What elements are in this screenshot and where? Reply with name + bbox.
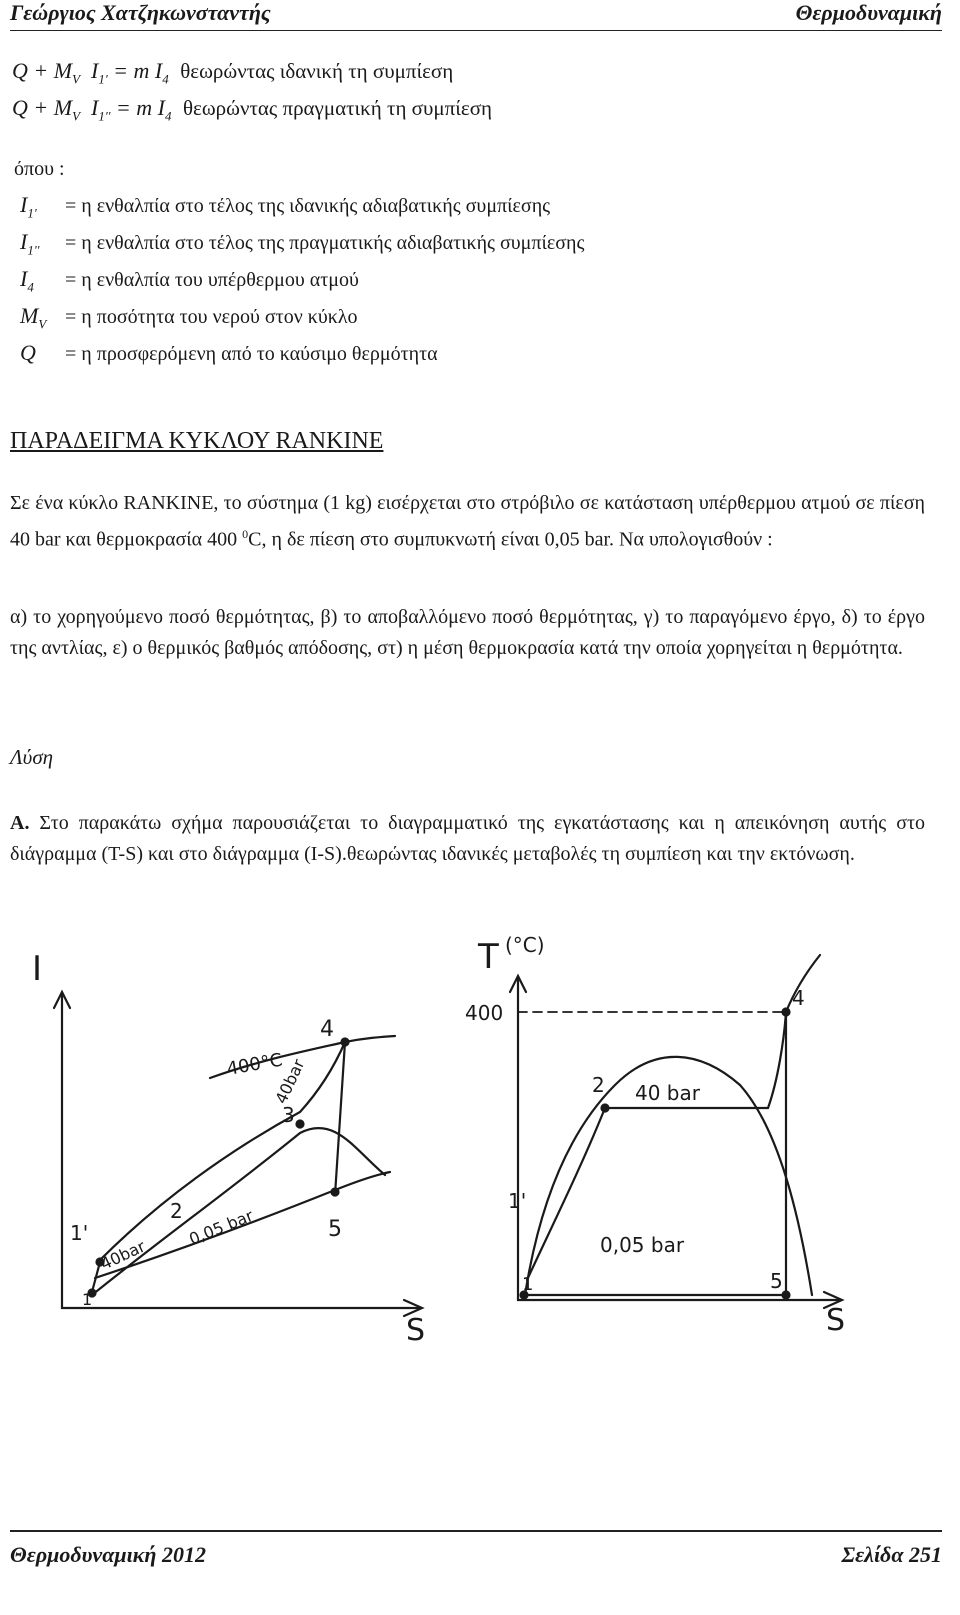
ts-label-1: 1 — [522, 1274, 534, 1295]
is-labels — [32, 949, 425, 1348]
def-symbol: $I_{1''}$ — [20, 229, 40, 258]
eq-text: θεωρώντας ιδανική τη συμπίεση — [180, 59, 454, 83]
def-symbol: Q — [20, 340, 36, 365]
eq-i: I — [91, 95, 99, 120]
def-symbol: $M_V$ — [20, 303, 47, 332]
eq-i-sub: 1' — [98, 71, 108, 87]
ts-x-label: S — [826, 1303, 846, 1338]
ts-point-4 — [783, 1009, 790, 1016]
eq-rhs-sub: 4 — [162, 71, 169, 87]
is-label-2: 2 — [170, 1199, 183, 1223]
is-low-p-label: 0,05 bar — [186, 1205, 256, 1249]
ts-heating-line — [527, 955, 820, 1280]
is-isotherm-label: 400°C — [225, 1049, 284, 1080]
degree-superscript: 0 — [242, 527, 249, 541]
def-text: = η ποσότητα του νερού στον κύκλο — [65, 306, 358, 328]
def-text: = η ενθαλπία του υπέρθερμου ατμού — [65, 269, 359, 291]
solution-a-text: Στο παρακάτω σχήμα παρουσιάζεται το διαγραμματικό της εγκατάστασης και η απεικόνηση αυτής στο διάγραμμα (T-S) και στο διάγραμμα (I-S).θεωρώντας ιδανικές μεταβολές τη συμπίεση και την εκτόνωση. — [10, 812, 926, 865]
solution-a-label: Α. — [10, 812, 30, 834]
is-label-3: 3 — [282, 1103, 295, 1127]
eq-rhs: = m I — [115, 95, 165, 120]
eq-lhs: Q + M — [12, 58, 73, 83]
definition-row — [20, 266, 359, 295]
footer-title: Θερμοδυναμική 2012 — [10, 1542, 206, 1567]
solution-a — [10, 808, 925, 870]
eq-rhs-sub: 4 — [164, 108, 172, 124]
is-label-1prime: 1' — [70, 1221, 89, 1245]
section-title: ΠΑΡΑΔΕΙΓΜΑ ΚΥΚΛΟΥ RANKINE — [10, 428, 384, 454]
problem-statement — [10, 488, 925, 556]
problem-text-1: Σε ένα κύκλο RANKINE, το σύστημα (1 kg) εισέρχεται στο στρόβιλο σε κατάσταση υπέρθερμου ατμού σε πίεση 40 bar και θερμοκρασία 400 — [10, 492, 925, 551]
is-point-4 — [342, 1039, 349, 1046]
ts-pressure-low: 0,05 bar — [600, 1233, 685, 1257]
is-expansion-line — [335, 1042, 345, 1195]
definition-row — [20, 229, 584, 258]
is-point-5 — [332, 1189, 339, 1196]
definition-row — [20, 192, 550, 221]
ts-label-4: 4 — [792, 986, 805, 1010]
ts-y-label: T — [478, 937, 499, 977]
ts-point-2 — [602, 1105, 609, 1112]
ts-label-2: 2 — [592, 1073, 605, 1097]
def-text: = η προσφερόμενη από το καύσιμο θερμότητα — [65, 343, 438, 365]
ts-labels — [465, 933, 845, 1338]
eq-i: I — [91, 58, 99, 83]
solution-label: Λύση — [10, 745, 54, 769]
is-point-3 — [297, 1121, 304, 1128]
ts-label-1prime: 1' — [508, 1189, 527, 1213]
eq-lhs-sub: V — [72, 108, 81, 124]
problem-text-2: C, η δε πίεση στο συμπυκνωτή είναι 0,05 bar. Να υπολογισθούν : — [248, 528, 773, 551]
page-header — [10, 0, 942, 31]
equation-real — [12, 95, 492, 124]
definition-row — [20, 340, 438, 369]
footer-page-number: Σελίδα 251 — [841, 1542, 942, 1567]
def-text: = η ενθαλπία στο τέλος της ιδανικής αδιαβατικής συμπίεσης — [65, 195, 551, 217]
ts-pressure-high: 40 bar — [635, 1081, 700, 1105]
is-pump-pressure-label: 40bar — [271, 1056, 309, 1107]
is-label-4: 4 — [320, 1017, 334, 1042]
eq-lhs: Q + M — [12, 95, 73, 120]
def-text: = η ενθαλπία στο τέλος της πραγματικής αδιαβατικής συμπίεσης — [65, 232, 585, 254]
is-y-label: I — [32, 949, 43, 989]
is-high-p-label: 40bar — [97, 1236, 149, 1274]
eq-i-sub: 1'' — [98, 108, 111, 124]
is-label-1: 1 — [82, 1290, 93, 1309]
ts-y-unit: (°C) — [505, 933, 545, 957]
def-symbol: $I_{1'}$ — [20, 192, 37, 221]
ts-tick-400: 400 — [465, 1001, 504, 1025]
eq-rhs: = m I — [113, 58, 163, 83]
eq-text: θεωρώντας πραγματική τη συμπίεση — [182, 96, 493, 120]
page-footer — [10, 1530, 942, 1568]
equation-ideal — [12, 58, 453, 87]
cycle-diagrams — [0, 900, 960, 1460]
eq-lhs-sub: V — [72, 71, 81, 87]
definitions-intro: όπου : — [14, 158, 65, 180]
ts-label-5: 5 — [770, 1269, 783, 1293]
ts-point-5 — [783, 1292, 790, 1299]
questions-list: α) το χορηγούμενο ποσό θερμότητας, β) το αποβαλλόμενο ποσό θερμότητας, γ) το παραγόμενο έργο, δ) το έργο της αντλίας, ε) ο θερμικός βαθμός απόδοσης, στ) η μέση θερμοκρασία κατά την οποία χορηγείται η θερμότητα. — [10, 606, 925, 659]
header-subject: Θερμοδυναμική — [795, 0, 942, 25]
is-label-5: 5 — [328, 1217, 342, 1242]
def-symbol: $I_4$ — [20, 266, 34, 295]
definition-row — [20, 303, 358, 332]
header-author: Γεώργιος Χατζηκωνσταντής — [10, 0, 271, 25]
is-x-label: S — [406, 1313, 426, 1348]
